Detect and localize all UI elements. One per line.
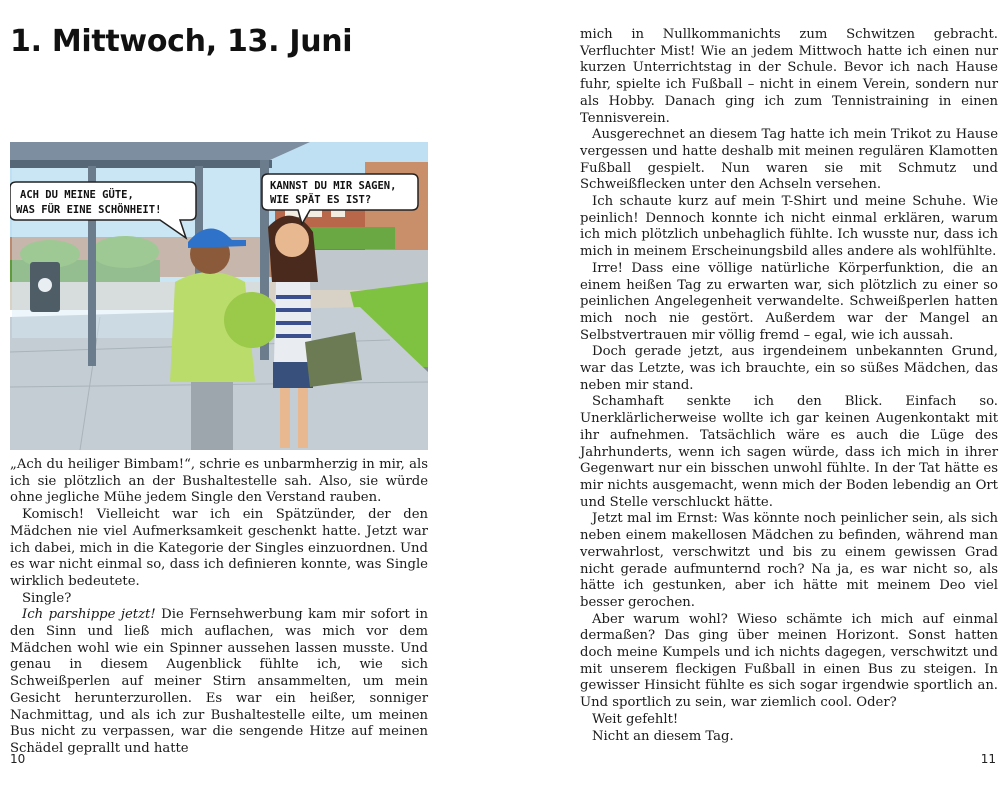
paragraph: Jetzt mal im Ernst: Was könnte noch peinlicher sein, als sich neben einem makellosen Mädchen zu befinden, während man verwahrlost, verschwitzt und bis zu einem gewissen Grad nicht gerade aufmunternd roch? Na ja, es war nicht so, als hätte ich gestunken, aber ich hätte mit meinem Deo viel besser gerochen.: [580, 511, 998, 610]
speech-bubble-right-line-2: WIE SPÄT ES IST?: [270, 194, 372, 206]
paragraph: Irre! Dass eine völlige natürliche Körperfunktion, die an einem heißen Tag zu erwarten war, sich plötzlich zu einer so peinlichen Angelegenheit verwandelte. Schweißperlen hatten mich noch nie gestört. Außerdem war der Mangel an Selbstvertrauen mir völlig fremd – egal, wie ich aussah.: [580, 260, 998, 343]
speech-bubble-left-line-2: WAS FÜR EINE SCHÖNHEIT!: [16, 204, 162, 216]
paragraph: [10, 607, 428, 757]
page-number-right: 11: [980, 752, 996, 766]
paragraph: Ich schaute kurz auf mein T-Shirt und meine Schuhe. Wie peinlich! Dennoch konnte ich nicht einmal erklären, warum ich mich plötzlich unbehaglich fühlte. Ich wusste nur, dass ich mich in meinem Erscheinungsbild alles andere als wohlfühlte.: [580, 194, 998, 260]
paragraph: Schamhaft senkte ich den Blick. Einfach so. Unerklärlicherweise wollte ich gar keinen Augenkontakt mit ihr aufnehmen. Tatsächlich wäre es auch die Lüge des Jahrhunderts, wenn ich sagen würde, dass ich mich in ihrer Gegenwart nur ein bisschen unwohl fühlte. In der Tat hätte es mir nichts ausgemacht, wenn mich der Boden lebendig an Ort und Stelle verschluckt hätte.: [580, 394, 998, 510]
paragraph: Komisch! Vielleicht war ich ein Spätzünder, der den Mädchen nie viel Aufmerksamkeit geschenkt hatte. Jetzt war ich dabei, mich in die Kategorie der Singles einzuordnen. Und es war nicht einmal so, dass ich definieren konnte, was Single wirklich bedeutete.: [10, 507, 428, 589]
bus-stop-scene-image: [10, 142, 428, 450]
speech-bubble-right-line-1: KANNST DU MIR SAGEN,: [270, 180, 397, 192]
paragraph: „Ach du heiliger Bimbam!“, schrie es unbarmherzig in mir, als ich sie plötzlich an der Bushaltestelle sah. Also, sie würde ohne jegliche Mühe jedem Single den Verstand rauben.: [10, 457, 428, 506]
left-page-text: [10, 457, 428, 758]
paragraph: mich in Nullkommanichts zum Schwitzen gebracht. Verfluchter Mist! Wie an jedem Mittwoch hatte ich einen nur kurzen Unterrichtstag in der Schule. Bevor ich nach Hause fuhr, spielte ich Fußball – nicht in einem Verein, sondern nur als Hobby. Danach ging ich zum Tennistraining in einen Tennisverein.: [580, 27, 998, 126]
right-page-text: [580, 27, 998, 745]
italic-phrase: Ich parshippe jetzt!: [22, 607, 156, 623]
paragraph: Doch gerade jetzt, aus irgendeinem unbekannten Grund, war das Letzte, was ich brauchte, ein so süßes Mädchen, das neben mir stand.: [580, 344, 998, 393]
page-number-left: 10: [10, 752, 26, 766]
paragraph: Single?: [22, 590, 72, 606]
paragraph: Aber warum wohl? Wieso schämte ich mich auf einmal dermaßen? Das ging über meinen Horizont. Sonst hatten doch meine Kumpels und ich nichts dagegen, verschwitzt und mit unserem fleckigen Fußball in einen Bus zu steigen. In gewisser Hinsicht fühlte es sich sogar irgendwie sportlich an. Und sportlich zu sein, war ziemlich cool. Oder?: [580, 611, 998, 711]
paragraph: Nicht an diesem Tag.: [592, 728, 734, 744]
speech-bubble-left-line-1: ACH DU MEINE GÜTE,: [20, 189, 134, 201]
chapter-title: 1. Mittwoch, 13. Juni: [10, 24, 353, 59]
paragraph: Weit gefehlt!: [592, 711, 679, 727]
comic-illustration: [10, 142, 428, 450]
right-page: [500, 0, 1000, 800]
paragraph-text: Die Fernsehwerbung kam mir sofort in den Sinn und ließ mich auflachen, was mich vor dem Mädchen wohl wie ein Spinner aussehen lassen musste. Und genau in diesem Augenblick fühlte ich, wie sich Schweißperlen auf meiner Stirn ansammelten, um mein Gesicht herunterzurollen. Es war ein heißer, sonniger Nachmittag, und als ich zur Bushaltestelle eilte, um meinen Bus nicht zu verpassen, war die sengende Hitze auf meinen Schädel geprallt und hatte: [10, 607, 428, 756]
paragraph: Ausgerechnet an diesem Tag hatte ich mein Trikot zu Hause vergessen und hatte deshalb mit meinen regulären Klamotten Fußball gespielt. Nun waren sie mit Schmutz und Schweißflecken unter den Achseln versehen.: [580, 127, 998, 193]
